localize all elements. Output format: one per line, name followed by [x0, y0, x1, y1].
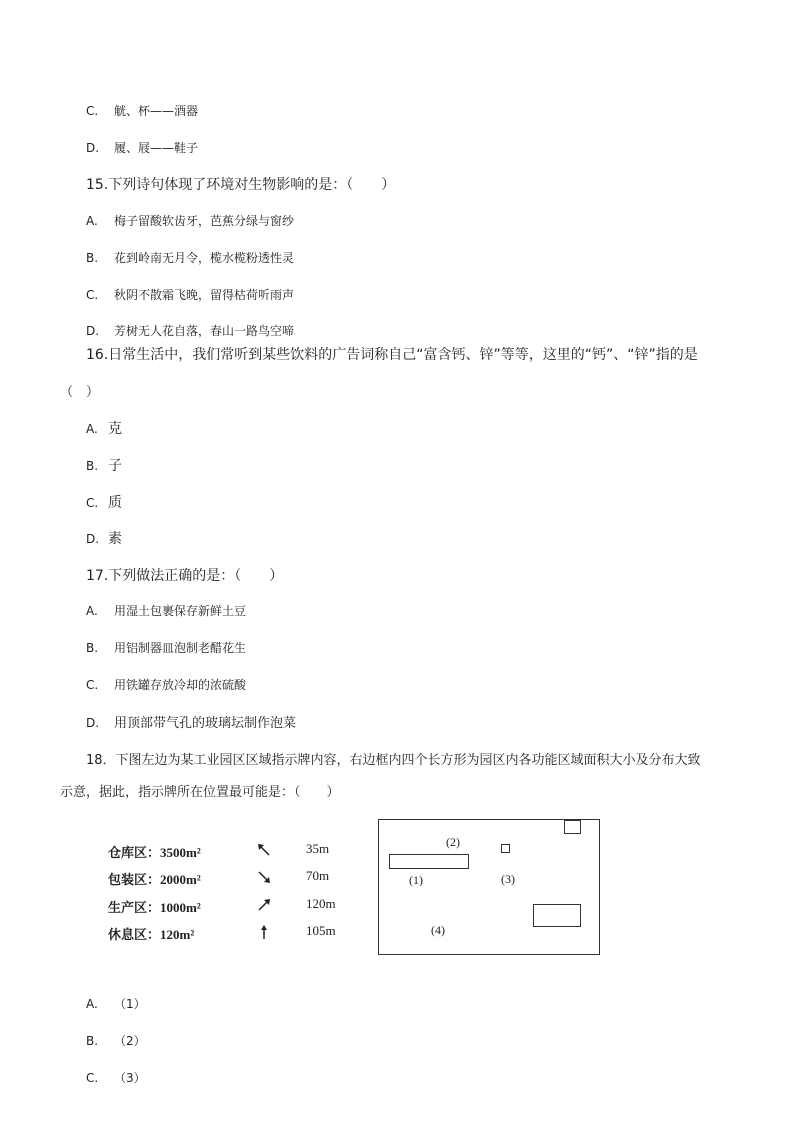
q16-option-d: D. 素 [86, 531, 122, 547]
region-3-rect [501, 844, 510, 853]
legend-distance-warehouse: 35m [306, 841, 330, 856]
map-label-3: (3) [501, 872, 515, 886]
q15-option-b: B. 花到岭南无月令，榄水榄粉透性灵 [86, 251, 295, 265]
park-map [378, 819, 600, 955]
legend-area-production: 生产区：1000m² [108, 900, 201, 915]
region-4-rect [533, 904, 581, 927]
q16-stem: 16.日常生活中，我们常听到某些饮料的广告词称自己“富含钙、锌”等等，这里的“钙”、“锌”指的是 [86, 347, 698, 363]
q16-option-b: B. 子 [86, 458, 122, 474]
q14-option-d: D. 履、屐——鞋子 [86, 141, 199, 155]
q16-stem-cont: （ ） [60, 385, 100, 400]
legend-distance-production: 120m [306, 896, 336, 911]
q14-option-c: C. 觥、杯——酒器 [86, 104, 199, 118]
q17-stem: 17.下列做法正确的是：（ ） [86, 568, 284, 584]
region-corner-rect [564, 820, 581, 834]
map-label-4: (4) [431, 923, 445, 937]
arrow-up-icon [256, 924, 272, 940]
arrow-up-right-icon [256, 897, 272, 913]
map-label-1: (1) [409, 873, 423, 887]
q15-stem: 15.下列诗句体现了环境对生物影响的是：（ ） [86, 177, 396, 193]
q17-option-b: B. 用铝制器皿泡制老醋花生 [86, 641, 247, 655]
q15-option-a: A. 梅子留酸软齿牙，芭蕉分绿与窗纱 [86, 214, 295, 228]
q16-option-a: A. 克 [86, 421, 122, 437]
q18-option-b: B. （2） [86, 1034, 146, 1048]
map-label-2: (2) [446, 835, 460, 849]
q15-option-d: D. 芳树无人花自落，春山一路鸟空啼 [86, 324, 295, 338]
legend-distance-packing: 70m [306, 868, 330, 883]
q17-option-c: C. 用铁罐存放冷却的浓硫酸 [86, 678, 247, 692]
legend-distance-rest: 105m [306, 923, 336, 938]
q15-option-c: C. 秋阴不散霜飞晚，留得枯荷听雨声 [86, 288, 295, 302]
q18-option-a: A. （1） [86, 997, 146, 1011]
q17-option-a: A. 用湿土包裹保存新鲜土豆 [86, 604, 247, 618]
q18-option-c: C. （3） [86, 1071, 146, 1085]
arrow-up-left-icon [256, 842, 272, 858]
q16-option-c: C. 质 [86, 495, 122, 511]
legend-area-packing: 包装区：2000m² [108, 872, 201, 887]
q18-stem: 18．下图左边为某工业园区区域指示牌内容，右边框内四个长方形为园区内各功能区域面积大小及分布大致 [86, 753, 701, 768]
q17-option-d: D. 用顶部带气孔的玻璃坛制作泡菜 [86, 716, 297, 731]
region-1-rect [389, 854, 469, 869]
legend-area-warehouse: 仓库区：3500m² [108, 845, 201, 860]
arrow-down-right-icon [256, 869, 272, 885]
q18-stem-cont: 示意，据此，指示牌所在位置最可能是：（ ） [60, 785, 340, 800]
legend-area-rest: 休息区：120m² [108, 927, 195, 942]
